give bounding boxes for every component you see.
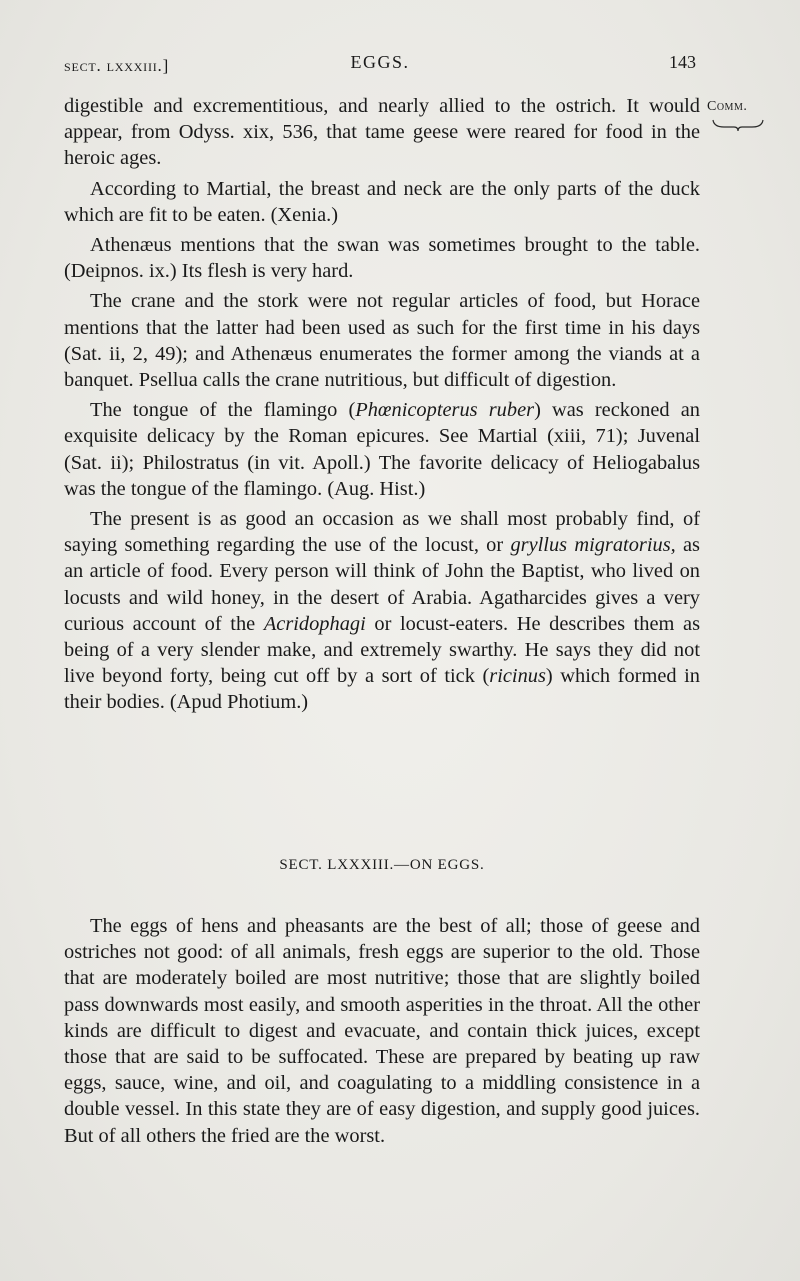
paragraph-duck: According to Martial, the breast and neck are the only parts of the duck which are fit to be eaten. (Xenia.) bbox=[64, 177, 700, 226]
text-span: The present is as good an occasion as we shall most probably find, of saying something regarding the use of the locust, or bbox=[64, 508, 700, 557]
italic-species-name: ricinus bbox=[489, 665, 546, 688]
main-text-block bbox=[64, 93, 700, 720]
italic-species-name: gryllus migratorius, bbox=[510, 534, 676, 557]
running-header bbox=[64, 52, 696, 78]
paragraph-crane-stork: The crane and the stork were not regular articles of food, but Horace mentions that the latter had been used as such for the first time in his days (Sat. ii, 2, 49); and Athenæus enumerates the former among the viands at a banquet. Psellua calls the crane nutritious, but difficult of digestion. bbox=[64, 290, 700, 392]
text-span: or locust-eaters. He describes them as being of a very slender make, and extremely swarthy. He says they did not live beyond forty, being cut off by a sort of tick ( bbox=[64, 612, 701, 688]
paragraph-continuation: digestible and excrementitious, and nearly allied to the ostrich. It would appear, from Odyss. xix, 536, that tame geese were reared for food in the heroic ages. bbox=[64, 95, 700, 170]
paragraph-flamingo bbox=[64, 397, 700, 502]
header-section-label: sect. lxxxiii.] bbox=[64, 56, 170, 75]
section-text-block bbox=[64, 913, 700, 1153]
italic-people-name: Acridophagi bbox=[263, 612, 366, 635]
paragraph-eggs: The eggs of hens and pheasants are the best of all; those of geese and ostriches not good: of all animals, fresh eggs are superior to the old. Those that are moderately boiled are most nutritive; those that are slightly boiled pass downwards most easily, and smooth asperities in the throat. All the other kinds are difficult to digest and evacuate, and contain thick juices, except those that are said to be suffocated. These are prepared by beating up raw eggs, sauce, wine, and oil, and coagulating to a middling consistence in a double vessel. In this state they are of easy digestion, and supply good juices. But of all others the fried are the worst. bbox=[64, 915, 700, 1147]
section-heading: SECT. LXXXIII.—ON EGGS. bbox=[279, 857, 485, 873]
paragraph-swan: Athenæus mentions that the swan was sometimes brought to the table. (Deipnos. ix.) Its flesh is very hard. bbox=[64, 234, 700, 283]
text-span: The tongue of the flamingo ( bbox=[90, 399, 356, 422]
italic-species-name: Phœnicopterus ruber bbox=[355, 399, 535, 422]
page-number: 143 bbox=[669, 52, 696, 72]
text-span: ) which formed in their bodies. (Apud Photium.) bbox=[64, 665, 700, 714]
paragraph-locust bbox=[64, 506, 700, 716]
text-span: as an article of food. Every person will think of John the Baptist, who lived on locusts and wild honey, in the desert of Arabia. Agatharcides gives a very curious account of the bbox=[64, 534, 700, 635]
margin-note: Comm. bbox=[707, 99, 748, 114]
text-span: ) was reckoned an exquisite delicacy by the Roman epicures. See Martial (xiii, 71); Juvenal (Sat. ii); Philostratus (in vit. Apoll.) The favorite delicacy of Heliogabalus was the tongue of the flamingo. (Aug. Hist.) bbox=[64, 399, 700, 500]
header-title: EGGS. bbox=[350, 52, 410, 72]
margin-brace-icon bbox=[712, 118, 764, 132]
